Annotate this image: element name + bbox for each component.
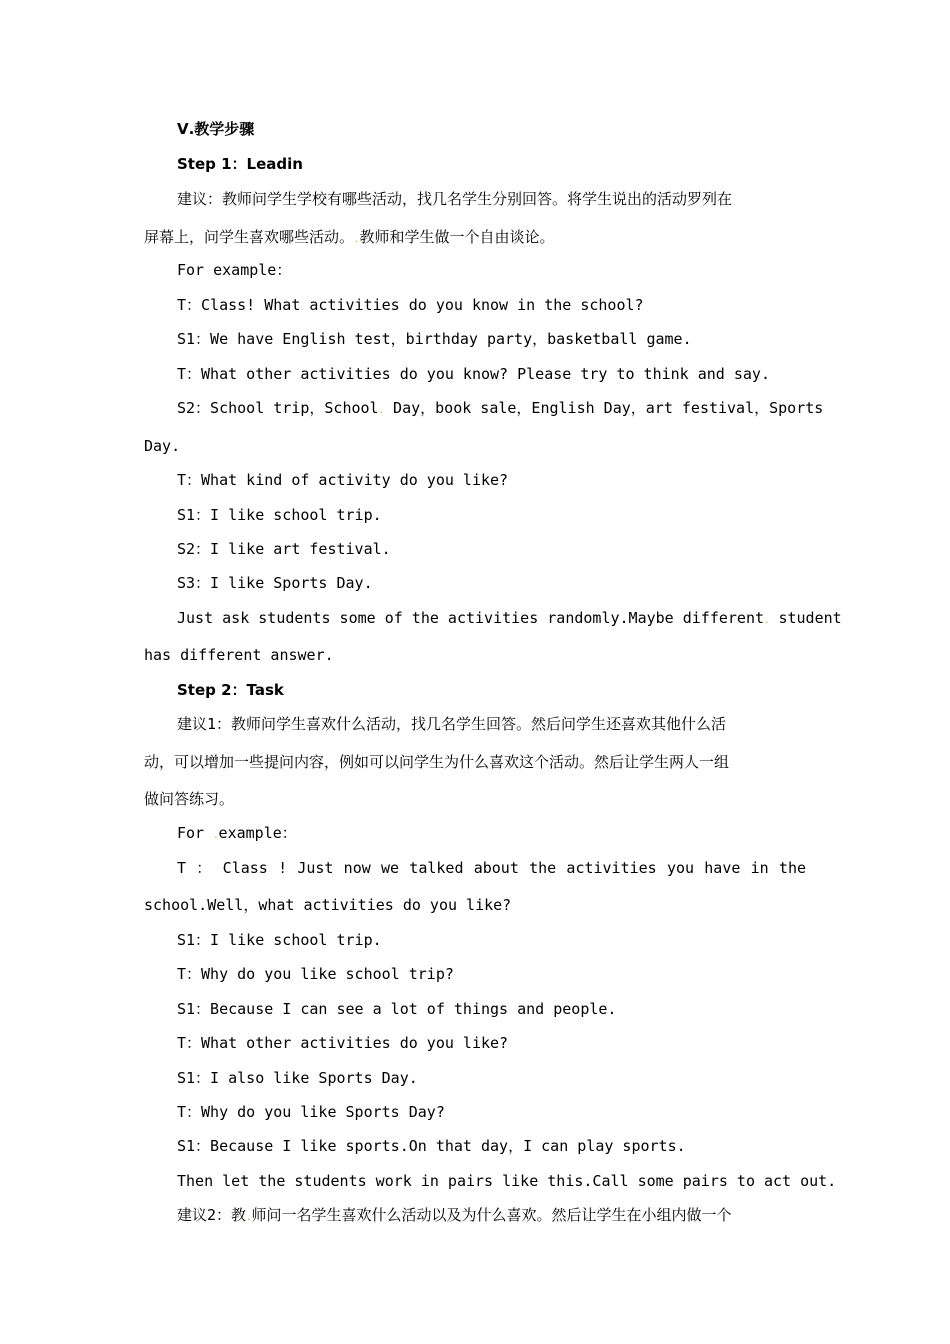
step2-title: Step 2：Task <box>177 681 284 699</box>
step1-dialog2-line: T：What kind of activity do you like? <box>177 471 509 489</box>
step2-dialog-line: S1：I like school trip. <box>177 931 382 949</box>
step2-suggestion1-line2: 动，可以增加一些提问内容，例如可以问学生为什么喜欢这个活动。然后让学生两人一组 <box>144 753 730 771</box>
step1-note-line2: has different answer. <box>144 646 334 664</box>
step1-suggestion-line2b: 教师和学生做一个自由谈论。 <box>359 228 555 246</box>
step1-s2-line2: Day. <box>144 437 181 455</box>
step1-dialog-line: S1：We have English test，birthday party，basketball game. <box>177 330 692 348</box>
step1-s2-line1 <box>177 398 823 421</box>
step2-dialog-line: T：What other activities do you like? <box>177 1034 509 1052</box>
stray-mark: . <box>213 831 219 841</box>
step1-suggestion-line2a: 屏幕上，问学生喜欢哪些活动。 <box>144 228 355 246</box>
step1-suggestion-line1: 建议：教师问学生学校有哪些活动，找几名学生分别回答。将学生说出的活动罗列在 <box>177 190 733 208</box>
step2-dialog-line: S1：Because I like sports.On that day，I can play sports. <box>177 1137 686 1155</box>
step1-note-line1 <box>177 608 842 631</box>
stray-mark: . <box>378 406 385 416</box>
step1-s2-line1a: S2：School trip，School <box>177 399 379 417</box>
step2-dialog-line: T：Why do you like school trip? <box>177 965 454 983</box>
step2-suggestion2 <box>177 1205 731 1228</box>
step1-dialog-line: T：Class! What activities do you know in the school? <box>177 296 644 314</box>
step2-suggestion1-line1: 建议1：教师问学生喜欢什么活动，找几名学生回答。然后问学生还喜欢其他什么活 <box>177 715 727 733</box>
step2-dialog-line: Then let the students work in pairs like this.Call some pairs to act out. <box>177 1172 837 1190</box>
section-heading: Ⅴ.教学步骤 <box>177 120 255 138</box>
step1-dialog2-line: S2：I like art festival. <box>177 540 391 558</box>
step2-suggestion1-line3: 做问答练习。 <box>144 790 235 808</box>
stray-mark: . <box>354 235 360 245</box>
step2-dialog-line: S1：Because I can see a lot of things and people. <box>177 1000 617 1018</box>
step2-example-label-a: For <box>177 824 214 842</box>
stray-mark: . <box>764 616 770 626</box>
step1-dialog2-line: S3：I like Sports Day. <box>177 574 373 592</box>
step2-dialog-line: S1：I also like Sports Day. <box>177 1069 418 1087</box>
step1-dialog-line: T：What other activities do you know? Please try to think and say. <box>177 365 770 383</box>
step2-suggestion2b: 师问一名学生喜欢什么活动以及为什么喜欢。然后让学生在小组内做一个 <box>251 1206 732 1224</box>
step2-t-line1: T ： Class ! Just now we talked about the activities you have in the <box>177 859 806 877</box>
step1-title: Step 1：Leadin <box>177 155 303 173</box>
step1-suggestion-line2 <box>144 227 554 250</box>
step2-example-label-b: example： <box>218 824 297 842</box>
step2-t-line2: school.Well，what activities do you like? <box>144 896 512 914</box>
step1-dialog2-line: S1：I like school trip. <box>177 506 382 524</box>
step2-example-label <box>177 823 297 846</box>
step2-dialog-line: T：Why do you like Sports Day? <box>177 1103 445 1121</box>
step1-note-line1a: Just ask students some of the activities randomly.Maybe different <box>177 609 764 627</box>
step2-suggestion2a: 建议2：教 <box>177 1206 247 1224</box>
step1-s2-line1b: Day，book sale，English Day，art festival，Sports <box>384 399 824 417</box>
step1-note-line1b: student <box>769 609 842 627</box>
stray-mark: . <box>246 1213 252 1223</box>
step1-example-label: For example： <box>177 261 292 279</box>
